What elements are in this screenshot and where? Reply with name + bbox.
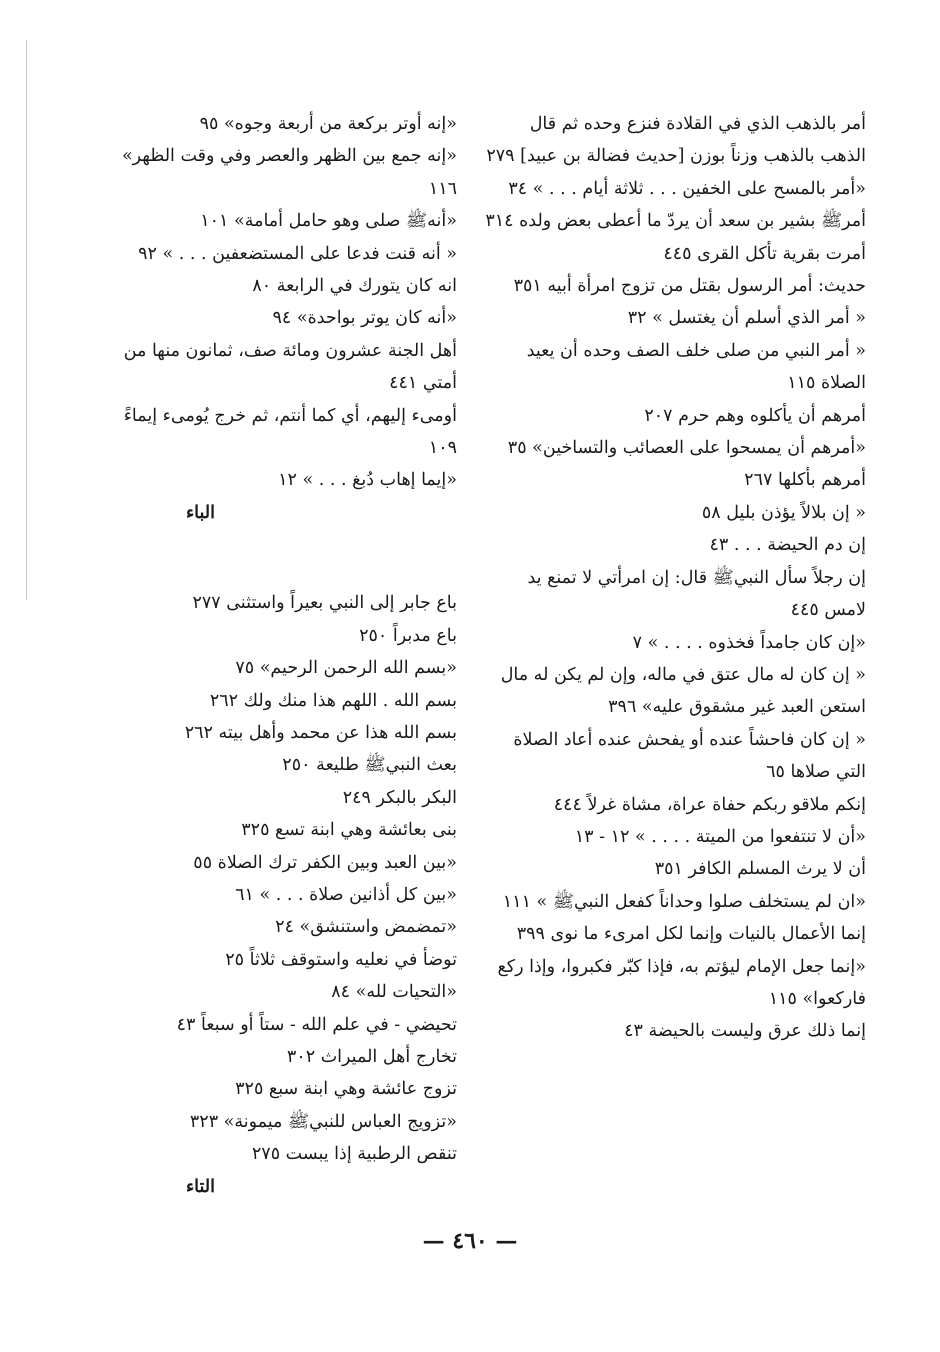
section-gap	[100, 529, 457, 587]
index-entry: انه كان يتورك في الرابعة ٨٠	[252, 276, 457, 297]
index-entry: «التحيات لله» ٨٤	[331, 982, 457, 1003]
index-entry: إن رجلاً سأل النبيﷺ قال: إن امرأتي لا تمنع يد لامس ٤٤٥	[527, 567, 866, 621]
index-entry: إنكم ملاقو ربكم حفاة عراة، مشاة غرلاً ٤٤٤	[553, 794, 866, 815]
index-entry: « إن كان له مال عتق في ماله، وإن لم يكن له مال استعن العبد غير مشقوق عليه» ٣٩٦	[500, 664, 866, 718]
index-entry: أمرهم بأكلها ٢٦٧	[744, 470, 866, 491]
index-entry: «بين كل أذانين صلاة . . . » ٦١	[235, 884, 457, 905]
index-entry: تحيضي - في علم الله - ستاً أو سبعاً ٤٣	[176, 1014, 457, 1035]
index-entry: « أنه قنت فدعا على المستضعفين . . . » ٩٢	[138, 243, 457, 264]
index-entry: «أنه كان يوتر بواحدة» ٩٤	[272, 308, 457, 329]
index-entry: بعث النبيﷺ طليعة ٢٥٠	[282, 755, 457, 776]
index-entry: « أمر الذي أسلم أن يغتسل » ٣٢	[627, 308, 866, 329]
index-entry: «إنه أوتر بركعة من أربعة وجوه» ٩٥	[199, 114, 457, 134]
index-entry: «أمرهم أن يمسحوا على العصائب والتساخين» ٣٥	[507, 438, 866, 459]
index-entry: البكر بالبكر ٢٤٩	[342, 787, 457, 808]
index-entry: «أنهﷺ صلى وهو حامل أمامة» ١٠١	[200, 211, 457, 232]
index-entry: بسم الله . اللهم هذا منك ولك ٢٦٢	[209, 690, 457, 711]
index-entry: «بسم الله الرحمن الرحيم» ٧٥	[235, 658, 457, 679]
index-entry: أهل الجنة عشرون ومائة صف، ثمانون منها من أمتي ٤٤١	[123, 340, 457, 394]
index-entry: أمرﷺ بشير بن سعد أن يردّ ما أعطى بعض ولده ٣١٤	[485, 211, 866, 232]
index-entry: « إن بلالاً يؤذن بليل ٥٨	[701, 502, 866, 523]
index-entry: أن لا يرث المسلم الكافر ٣٥١	[654, 859, 866, 880]
page-number: — ٤٦٠ —	[422, 1228, 518, 1254]
index-entry: «أمر بالمسح على الخفين . . . ثلاثة أيام . . . » ٣٤	[508, 178, 866, 199]
index-entry: «إنما جعل الإمام ليؤتم به، فإذا كبّر فكبروا، وإذا ركع فاركعوا» ١١٥	[497, 956, 866, 1009]
index-entry: تنقص الرطبية إذا يبست ٢٧٥	[251, 1144, 457, 1165]
right-column	[484, 108, 866, 1048]
section-heading-ta: التاء	[185, 1176, 215, 1197]
index-entry: باع مدبراً ٢٥٠	[359, 625, 457, 646]
index-entry: «أن لا تنتفعوا من الميتة . . . . » ١٢ - ١٣	[574, 826, 866, 847]
index-entry: أمرت بقرية تأكل القرى ٤٤٥	[663, 243, 866, 264]
index-entry: إنما ذلك عرق وليست بالحيضة ٤٣	[624, 1021, 866, 1042]
index-entry: «إيما إهاب دُبغ . . . » ١٢	[278, 470, 457, 491]
index-entry: بنى بعائشة وهي ابنة تسع ٣٢٥	[241, 820, 457, 841]
index-entry: « أمر النبي من صلى خلف الصف وحده أن يعيد الصلاة ١١٥	[526, 340, 866, 394]
index-entry: «إن كان جامداً فخذوه . . . . » ٧	[632, 632, 866, 653]
index-entry: أومىء إليهم، أي كما أنتم، ثم خرج يُومىء إيماءً ١٠٩	[123, 405, 457, 459]
section-heading-ba: الباء	[185, 502, 215, 523]
index-entry: «بين العبد وبين الكفر ترك الصلاة ٥٥	[193, 852, 457, 873]
index-entry: «ان لم يستخلف صلوا وحداناً كفعل النبيﷺ » ١١١	[502, 891, 866, 912]
index-columns	[0, 108, 940, 1197]
index-entry: بسم الله هذا عن محمد وأهل بيته ٢٦٢	[184, 722, 457, 743]
index-entry: « إن كان فاحشاً عنده أو يفحش عنده أعاد الصلاة التي صلاها ٦٥	[513, 729, 866, 783]
index-entry: تخارج أهل الميراث ٣٠٢	[286, 1046, 457, 1067]
index-entry: أمر بالذهب الذي في القلادة فنزع وحده ثم قال الذهب بالذهب وزناً بوزن [حديث فضالة بن عبيد] ٢٧٩	[486, 114, 866, 167]
index-entry: توضأ في نعليه واستوقف ثلاثاً ٢٥	[225, 949, 457, 970]
index-entry: «تمضمض واستنشق» ٢٤	[275, 917, 457, 938]
index-entry: حديث: أمر الرسول بقتل من تزوج امرأة أبيه ٣٥١	[513, 276, 866, 297]
index-entry: باع جابر إلى النبي بعيراً واستثنى ٢٧٧	[192, 593, 457, 614]
index-entry: «إنه جمع بين الظهر والعصر وفي وقت الظهر» ١١٦	[121, 146, 457, 199]
left-column	[100, 108, 457, 1203]
index-entry: «تزويج العباس للنبيﷺ ميمونة» ٣٢٣	[189, 1111, 457, 1132]
index-entry: إنما الأعمال بالنيات وإنما لكل امرىء ما نوى ٣٩٩	[516, 924, 866, 945]
index-entry: إن دم الحيضة . . . ٤٣	[709, 535, 866, 556]
index-entry: أمرهم أن يأكلوه وهم حرم ٢٠٧	[644, 405, 866, 426]
index-entry: تزوج عائشة وهي ابنة سبع ٣٢٥	[235, 1079, 457, 1100]
